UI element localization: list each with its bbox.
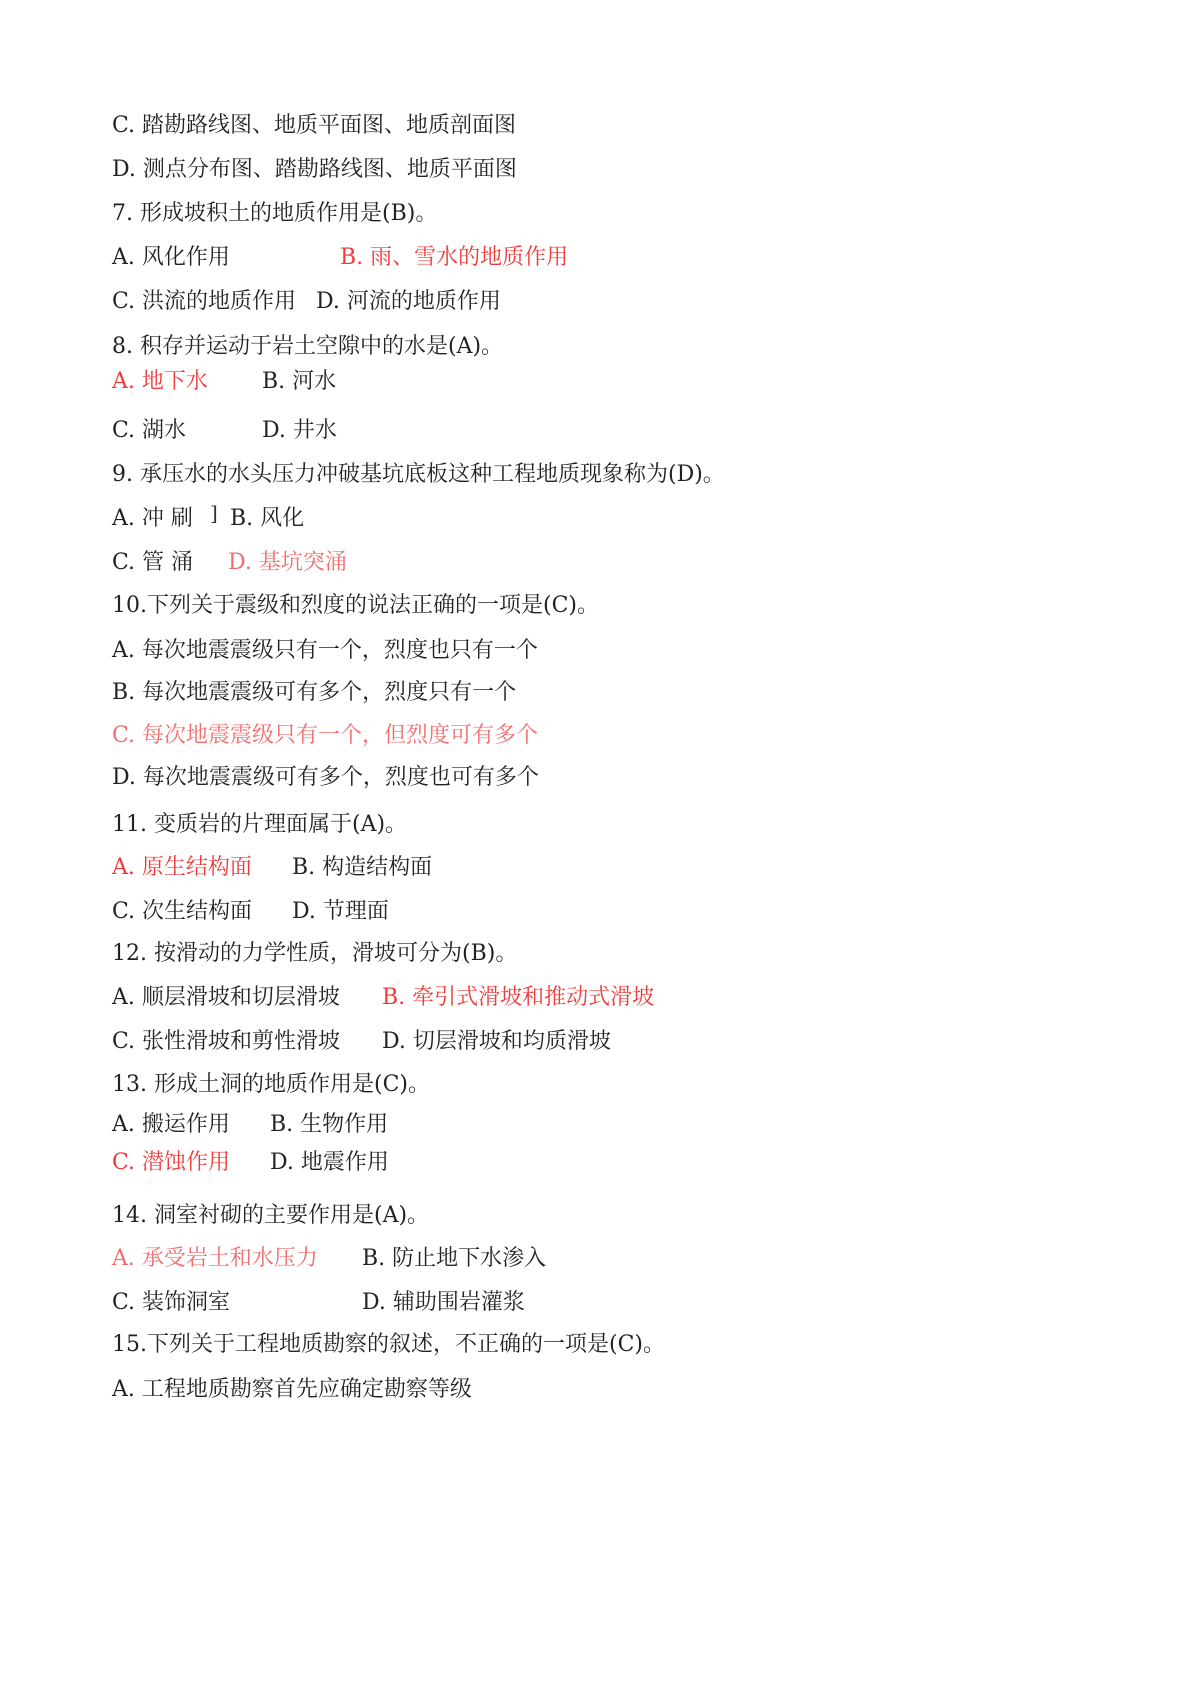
option-c: C. 张性滑坡和剪性滑坡 bbox=[112, 1029, 341, 1054]
question-text: 13. 形成土洞的地质作用是(C)。 bbox=[112, 1072, 430, 1097]
question-text: 12. 按滑动的力学性质，滑坡可分为(B)。 bbox=[112, 941, 518, 966]
question-text: 14. 洞室衬砌的主要作用是(A)。 bbox=[112, 1203, 430, 1228]
option-d-answer: D. 基坑突涌 bbox=[228, 550, 347, 575]
question-text: 10.下列关于震级和烈度的说法正确的一项是(C)。 bbox=[112, 593, 599, 618]
option-b: B. 构造结构面 bbox=[292, 855, 433, 880]
option-c: C. 洪流的地质作用 bbox=[112, 289, 297, 314]
option-c: C. 湖水 bbox=[112, 418, 187, 443]
option-a: A. 搬运作用 bbox=[112, 1112, 230, 1137]
option-b-answer: B. 牵引式滑坡和推动式滑坡 bbox=[382, 985, 655, 1010]
option-b: B. 每次地震震级可有多个，烈度只有一个 bbox=[112, 680, 517, 705]
option-a: A. 冲 刷 bbox=[112, 506, 193, 531]
option-d: D. 辅助围岩灌浆 bbox=[362, 1290, 525, 1315]
stray-bracket-mark: ] bbox=[210, 501, 218, 525]
option-d: D. 地震作用 bbox=[270, 1150, 389, 1175]
option-d: D. 河流的地质作用 bbox=[316, 289, 501, 314]
option-a: A. 工程地质勘察首先应确定勘察等级 bbox=[112, 1377, 472, 1402]
option-d: D. 节理面 bbox=[292, 899, 389, 924]
option-b-answer: B. 雨、雪水的地质作用 bbox=[340, 245, 569, 270]
option-d: D. 井水 bbox=[262, 418, 337, 443]
question-text: 7. 形成坡积土的地质作用是(B)。 bbox=[112, 201, 438, 226]
option-c-answer: C. 潜蚀作用 bbox=[112, 1150, 231, 1175]
option-text: C. 踏勘路线图、地质平面图、地质剖面图 bbox=[112, 113, 517, 138]
option-text: D. 测点分布图、踏勘路线图、地质平面图 bbox=[112, 157, 517, 182]
option-a: A. 顺层滑坡和切层滑坡 bbox=[112, 985, 340, 1010]
option-a-answer: A. 地下水 bbox=[112, 369, 208, 394]
question-text: 8. 积存并运动于岩土空隙中的水是(A)。 bbox=[112, 334, 504, 359]
option-a-answer: A. 承受岩土和水压力 bbox=[112, 1246, 318, 1271]
option-b: B. 生物作用 bbox=[270, 1112, 389, 1137]
option-a: A. 每次地震震级只有一个，烈度也只有一个 bbox=[112, 638, 538, 663]
option-c: C. 管 涌 bbox=[112, 550, 194, 575]
option-a: A. 风化作用 bbox=[112, 245, 230, 270]
question-text: 9. 承压水的水头压力冲破基坑底板这种工程地质现象称为(D)。 bbox=[112, 462, 725, 487]
option-b: B. 风化 bbox=[230, 506, 305, 531]
option-b: B. 防止地下水渗入 bbox=[362, 1246, 547, 1271]
option-c: C. 次生结构面 bbox=[112, 899, 253, 924]
question-text: 15.下列关于工程地质勘察的叙述，不正确的一项是(C)。 bbox=[112, 1332, 665, 1357]
option-d: D. 切层滑坡和均质滑坡 bbox=[382, 1029, 611, 1054]
option-c: C. 装饰洞室 bbox=[112, 1290, 231, 1315]
option-c-answer: C. 每次地震震级只有一个，但烈度可有多个 bbox=[112, 723, 539, 748]
option-a-answer: A. 原生结构面 bbox=[112, 855, 252, 880]
option-d: D. 每次地震震级可有多个，烈度也可有多个 bbox=[112, 765, 539, 790]
question-text: 11. 变质岩的片理面属于(A)。 bbox=[112, 812, 408, 837]
option-b: B. 河水 bbox=[262, 369, 337, 394]
